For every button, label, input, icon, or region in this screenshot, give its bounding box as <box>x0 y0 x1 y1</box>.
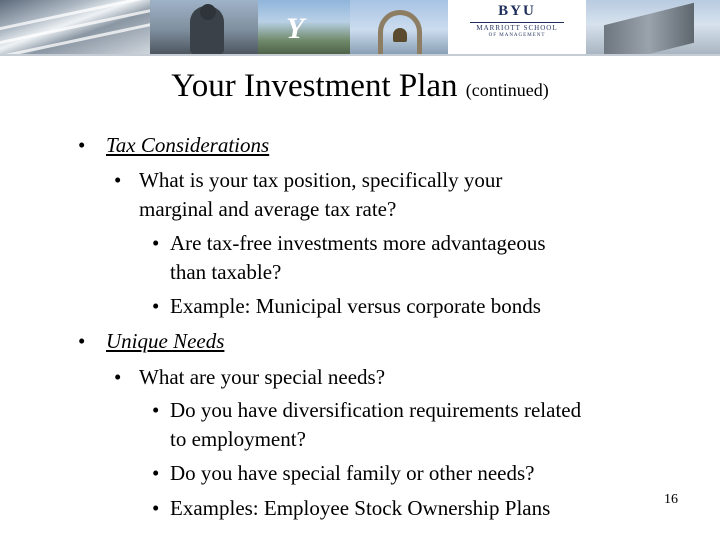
bullet-example-bonds: Example: Municipal versus corporate bonds <box>170 294 541 318</box>
header-banner <box>0 0 720 54</box>
page-number: 16 <box>664 492 678 507</box>
title-main: Your Investment Plan <box>171 68 458 104</box>
bullet-tax-free-line1: Are tax-free investments more advantageous <box>170 231 546 255</box>
bullet-esop-example: Examples: Employee Stock Ownership Plans <box>170 496 551 520</box>
bullet-tax-position-line2: marginal and average tax rate? <box>139 197 397 221</box>
title-suffix: (continued) <box>465 80 549 100</box>
logo-byu-text: BYU <box>498 3 536 19</box>
slide-title <box>0 66 720 110</box>
bullet-dot: • <box>114 365 122 389</box>
banner-photo-bell <box>350 0 448 54</box>
bullet-dot: • <box>152 496 160 520</box>
bullet-dot: • <box>78 133 86 157</box>
bullet-dot: • <box>152 294 160 318</box>
mountain-y-icon: Y <box>286 12 305 45</box>
logo-school-text: MARRIOTT SCHOOL <box>476 24 558 32</box>
banner-photo-building <box>586 0 720 54</box>
logo-school-subtext: OF MANAGEMENT <box>488 33 546 38</box>
header-divider <box>0 54 720 56</box>
bullet-dot: • <box>152 461 160 485</box>
bullet-tax-considerations: Tax Considerations <box>106 133 270 157</box>
bullet-dot: • <box>152 231 160 255</box>
banner-photo-architecture <box>0 0 150 54</box>
bullet-dot: • <box>152 398 160 422</box>
banner-photo-statue <box>150 0 258 54</box>
bullet-dot: • <box>114 168 122 192</box>
bullet-special-needs: What are your special needs? <box>139 365 386 389</box>
bullet-diversification-line2: to employment? <box>170 427 306 451</box>
bullet-diversification-line1: Do you have diversification requirements related <box>170 398 582 422</box>
bullet-dot: • <box>78 329 86 353</box>
bell-icon <box>393 28 407 42</box>
bullet-family-needs: Do you have special family or other needs? <box>170 461 535 485</box>
byu-marriott-logo <box>448 0 586 54</box>
bullet-unique-needs: Unique Needs <box>106 329 225 353</box>
bullet-tax-position-line1: What is your tax position, specifically your <box>139 168 503 192</box>
bullet-tax-free-line2: than taxable? <box>170 260 282 284</box>
banner-photo-mountain-y <box>258 0 350 54</box>
